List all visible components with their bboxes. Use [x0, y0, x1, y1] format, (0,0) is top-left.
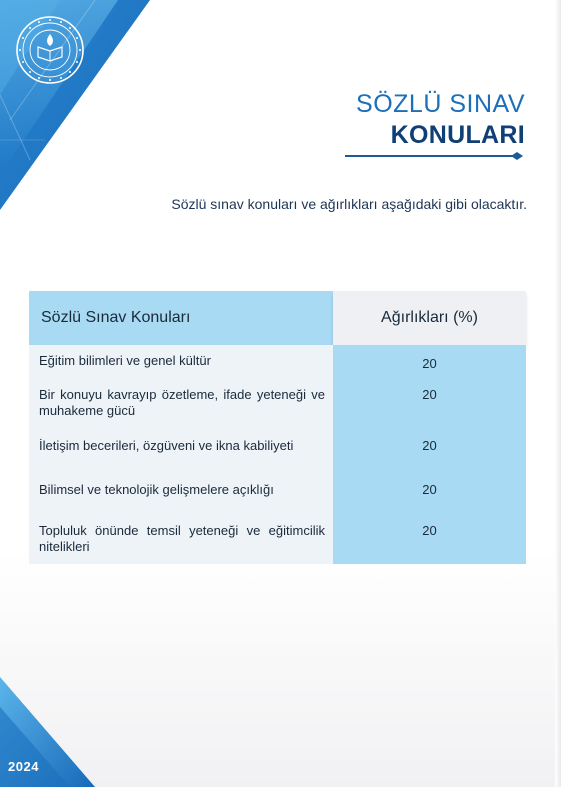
column-header-weights: Ağırlıkları (%): [333, 291, 526, 345]
year-label: 2024: [8, 759, 39, 774]
ministry-seal-icon: [10, 10, 90, 90]
weight-cell: 20: [333, 381, 526, 433]
intro-text: Sözlü sınav konuları ve ağırlıkları aşağıdaki gibi olacaktır.: [171, 196, 527, 212]
topic-cell: İletişim becerileri, özgüveni ve ikna kabiliyeti: [29, 433, 333, 478]
page-title-line2: KONULARI: [390, 121, 525, 149]
weight-cell: 20: [333, 345, 526, 381]
weight-cell: 20: [333, 433, 526, 478]
weight-cell: 20: [333, 478, 526, 519]
title-underline: [345, 152, 525, 160]
table-row: [29, 345, 526, 381]
table-header: [29, 291, 526, 345]
topic-cell: Bir konuyu kavrayıp özetleme, ifade yeteneği ve muhakeme gücü: [29, 381, 333, 433]
table-row: [29, 478, 526, 519]
page-edge-shadow: [555, 0, 561, 787]
topics-table: [29, 291, 526, 564]
topic-cell: Eğitim bilimleri ve genel kültür: [29, 345, 333, 381]
table-row: [29, 381, 526, 433]
page-title-line1: SÖZLÜ SINAV: [356, 90, 525, 118]
table-body: [29, 345, 526, 564]
weight-cell: 20: [333, 519, 526, 564]
table-row: [29, 433, 526, 478]
column-header-topics: Sözlü Sınav Konuları: [29, 291, 333, 345]
table-row: [29, 519, 526, 564]
title-block: [356, 90, 525, 150]
topic-cell: Topluluk önünde temsil yeteneği ve eğitimcilik nitelikleri: [29, 519, 333, 564]
topic-cell: Bilimsel ve teknolojik gelişmelere açıklığı: [29, 478, 333, 519]
